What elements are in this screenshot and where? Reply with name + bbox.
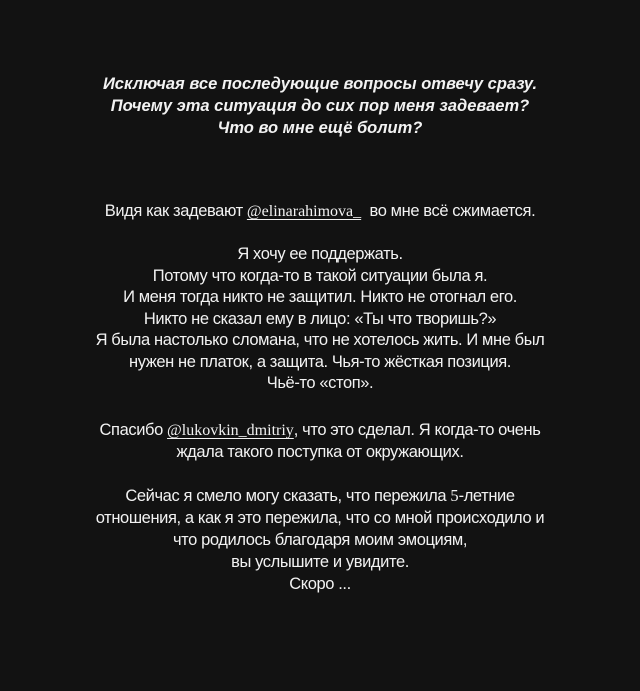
text: -летние (458, 487, 515, 505)
text: Видя как задевают (104, 202, 247, 220)
mention-link[interactable]: @lukovkin_dmitriy (167, 422, 294, 439)
text-line: отношения, а как я это пережила, что со мной происходило и (95, 509, 545, 527)
mention-link[interactable]: @elinarahimova_ (246, 203, 362, 220)
text-line (0, 485, 640, 507)
text-line: Чьё-то «стоп». (266, 374, 374, 392)
text-line: Скоро ... (289, 575, 351, 593)
text: во мне всё сжимается. (361, 202, 536, 220)
title-line: Что во мне ещё болит? (217, 119, 423, 137)
text-line: Потому что когда-то в такой ситуации была я. (152, 267, 488, 285)
text-line: И меня тогда никто не защитил. Никто не отогнал его. (123, 288, 517, 306)
text-line: ждала такого поступка от окружающих. (176, 443, 464, 461)
text-line: что родилось благодаря моим эмоциям, (172, 531, 468, 549)
text: Спасибо (99, 421, 168, 439)
text: Сейчас я смело могу сказать, что пережила (125, 487, 451, 505)
text-line: Я была настолько сломана, что не хотелось жить. И мне был (95, 331, 545, 349)
paragraph-1 (0, 200, 640, 223)
text-line: вы услышите и увидите. (231, 553, 409, 571)
text-line: нужен не платок, а защита. Чья-то жёсткая позиция. (128, 353, 511, 371)
text-line: Никто не сказал ему в лицо: «Ты что творишь?» (143, 310, 497, 328)
text-line (0, 419, 640, 442)
text-line: Я хочу ее поддержать. (237, 245, 403, 263)
title-line: Исключая все последующие вопросы отвечу сразу. (102, 75, 538, 93)
text: , что это сделал. Я когда-то очень (293, 421, 541, 439)
title-line: Почему эта ситуация до сих пор меня задевает? (110, 97, 530, 115)
number: 5 (450, 486, 459, 505)
